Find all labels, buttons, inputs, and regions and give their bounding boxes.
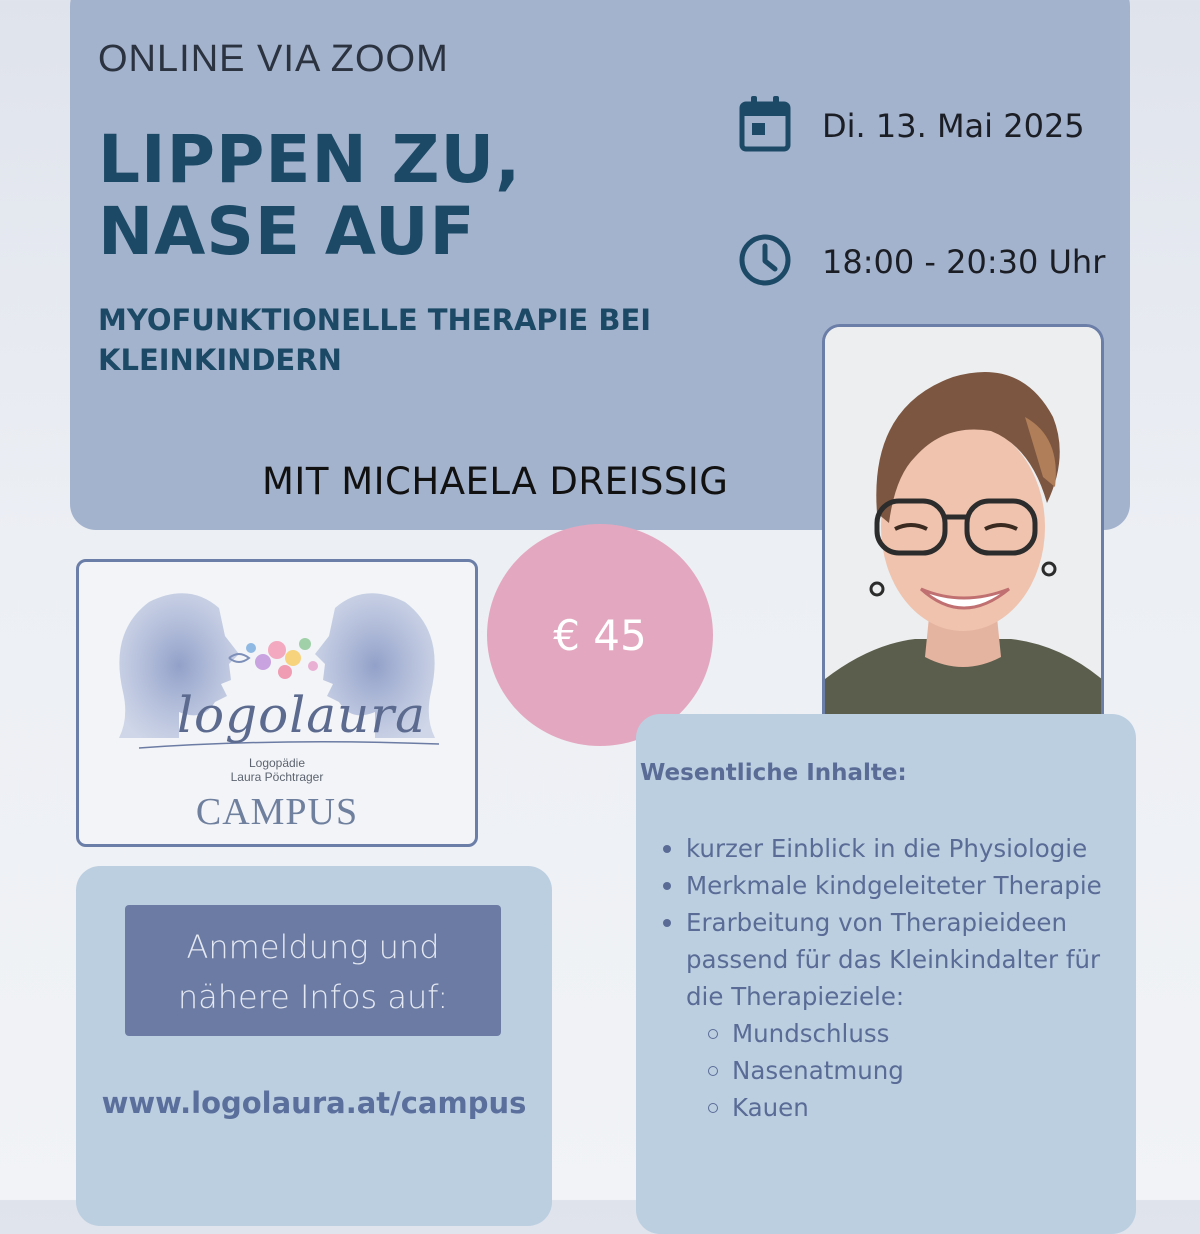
- sub-list-item: Kauen: [660, 1089, 1130, 1126]
- event-time: 18:00 - 20:30 Uhr: [822, 243, 1106, 281]
- list-item: Erarbeitung von Therapieideen passend für das Kleinkindalter für die Therapieziele:: [660, 904, 1130, 1015]
- list-item: Merkmale kindgeleiteter Therapie: [660, 867, 1130, 904]
- logo-subtitle-2: Laura Pöchtrager: [230, 770, 324, 784]
- presenter-photo: [822, 324, 1104, 744]
- event-date: Di. 13. Mai 2025: [822, 107, 1085, 145]
- online-label: ONLINE VIA ZOOM: [98, 38, 449, 80]
- clock-icon: [738, 233, 792, 292]
- event-title: [98, 121, 522, 270]
- logo-campus-text: CAMPUS: [195, 791, 359, 833]
- registration-text-1: Anmeldung und: [186, 928, 440, 966]
- logo-card: [76, 559, 478, 847]
- content-list: [660, 830, 1130, 1126]
- logo-subtitle-1: Logopädie: [248, 756, 306, 770]
- price-badge: [487, 524, 713, 746]
- date-row: [738, 96, 1085, 156]
- registration-box: [125, 905, 501, 1036]
- event-title-line-2: NASE AUF: [98, 193, 476, 270]
- registration-text-2: nähere Infos auf:: [177, 978, 449, 1016]
- content-heading: Wesentliche Inhalte:: [640, 760, 907, 786]
- calendar-icon: [738, 95, 792, 158]
- sub-list-item: Mundschluss: [660, 1015, 1130, 1052]
- list-item: kurzer Einblick in die Physiologie: [660, 830, 1130, 867]
- presenter-name: MIT MICHAELA DREISSIG: [262, 460, 729, 503]
- price-text: € 45: [553, 610, 647, 660]
- event-title-line-1: LIPPEN ZU,: [98, 121, 522, 198]
- sub-list-item: Nasenatmung: [660, 1052, 1130, 1089]
- logo-script-text: logolaura: [177, 686, 426, 744]
- registration-url[interactable]: www.logolaura.at/campus: [101, 1086, 527, 1120]
- event-subtitle: MYOFUNKTIONELLE THERAPIE BEI KLEINKINDERN: [98, 303, 652, 377]
- time-row: [738, 232, 1105, 292]
